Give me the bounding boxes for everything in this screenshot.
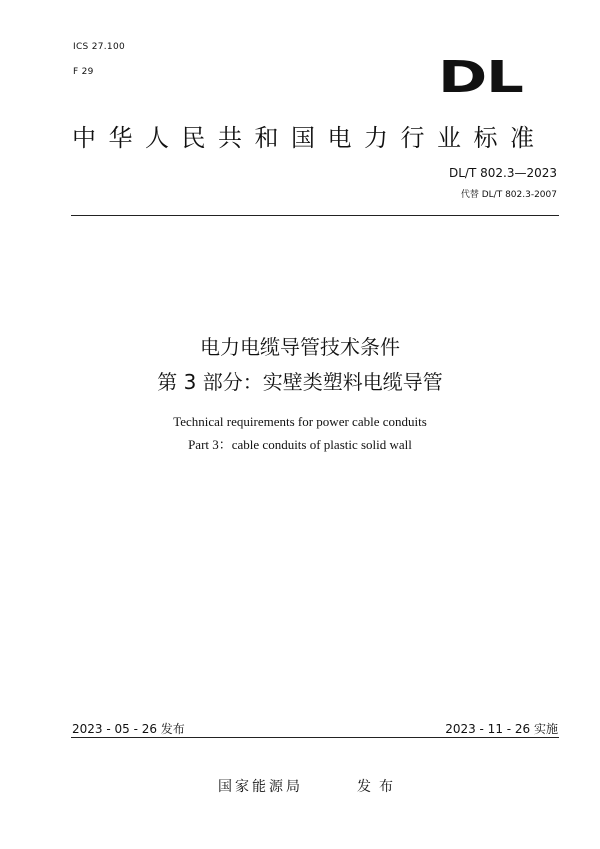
implementation-date: 2023 - 11 - 26 实施 [445, 722, 558, 736]
english-title-line2: Part 3：cable conduits of plastic solid wall [188, 437, 412, 452]
standard-number: DL/T 802.3—2023 [448, 166, 557, 180]
standard-title: 中华人民共和国电力行业标准 [72, 124, 547, 152]
issue-date: 2023 - 05 - 26 发布 [72, 722, 185, 736]
issuing-authority: 国家能源局 [218, 779, 303, 795]
ccs-code: F 29 [73, 67, 94, 77]
replaces-standard: 代替 DL/T 802.3-2007 [460, 190, 557, 200]
dl-logo: DL [438, 52, 523, 103]
issue-label: 发布 [357, 779, 401, 795]
chinese-title-line1: 电力电缆导管技术条件 [200, 335, 400, 359]
bottom-divider [71, 737, 559, 738]
english-title-line1: Technical requirements for power cable conduits [173, 414, 427, 429]
ics-code: ICS 27.100 [73, 42, 126, 52]
chinese-title-line2: 第 3 部分：实壁类塑料电缆导管 [157, 370, 443, 394]
top-divider [71, 215, 559, 216]
